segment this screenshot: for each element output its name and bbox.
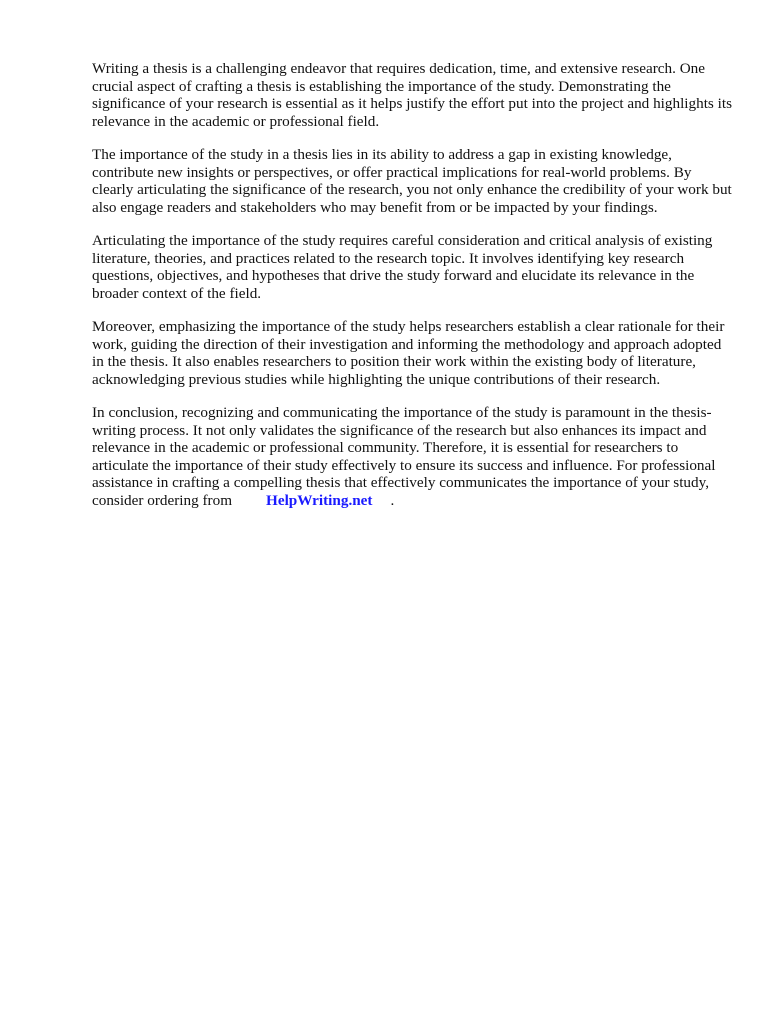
document-body [92, 60, 732, 525]
paragraph-5 [92, 404, 732, 509]
helpwriting-link[interactable]: HelpWriting.net [266, 491, 373, 509]
paragraph-1: Writing a thesis is a challenging endeavor that requires dedication, time, and extensive research. One crucial aspect of crafting a thesis is establishing the importance of the study. Demonstrating the significance of your research is essential as it helps justify the effort put into the project and highlights its relevance in the academic or professional field. [92, 60, 732, 130]
paragraph-5-trailing: . [390, 491, 395, 509]
paragraph-5-text: In conclusion, recognizing and communicating the importance of the study is paramount in the thesis-writing process. It not only validates the significance of the research but also enhances its impact and relevance in the academic or professional community. Therefore, it is essential for researchers to articulate the importance of their study effectively to ensure its success and influence. For professional assistance in crafting a compelling thesis that effectively communicates the importance of your study, consider ordering from [92, 404, 716, 509]
paragraph-3: Articulating the importance of the study requires careful consideration and critical analysis of existing literature, theories, and practices related to the research topic. It involves identifying key research questions, objectives, and hypotheses that drive the study forward and elucidate its relevance in the broader context of the field. [92, 232, 713, 302]
paragraph-4: Moreover, emphasizing the importance of the study helps researchers establish a clear rationale for their work, guiding the direction of their investigation and informing the methodology and approach adopted in the thesis. It also enables researchers to position their work within the existing body of literature, acknowledging previous studies while highlighting the unique contributions of their research. [92, 318, 725, 388]
paragraph-2: The importance of the study in a thesis lies in its ability to address a gap in existing knowledge, contribute new insights or perspectives, or offer practical implications for real-world problems. By clearly articulating the significance of the research, you not only enhance the credibility of your work but also engage readers and stakeholders who may benefit from or be impacted by your findings. [92, 146, 732, 216]
